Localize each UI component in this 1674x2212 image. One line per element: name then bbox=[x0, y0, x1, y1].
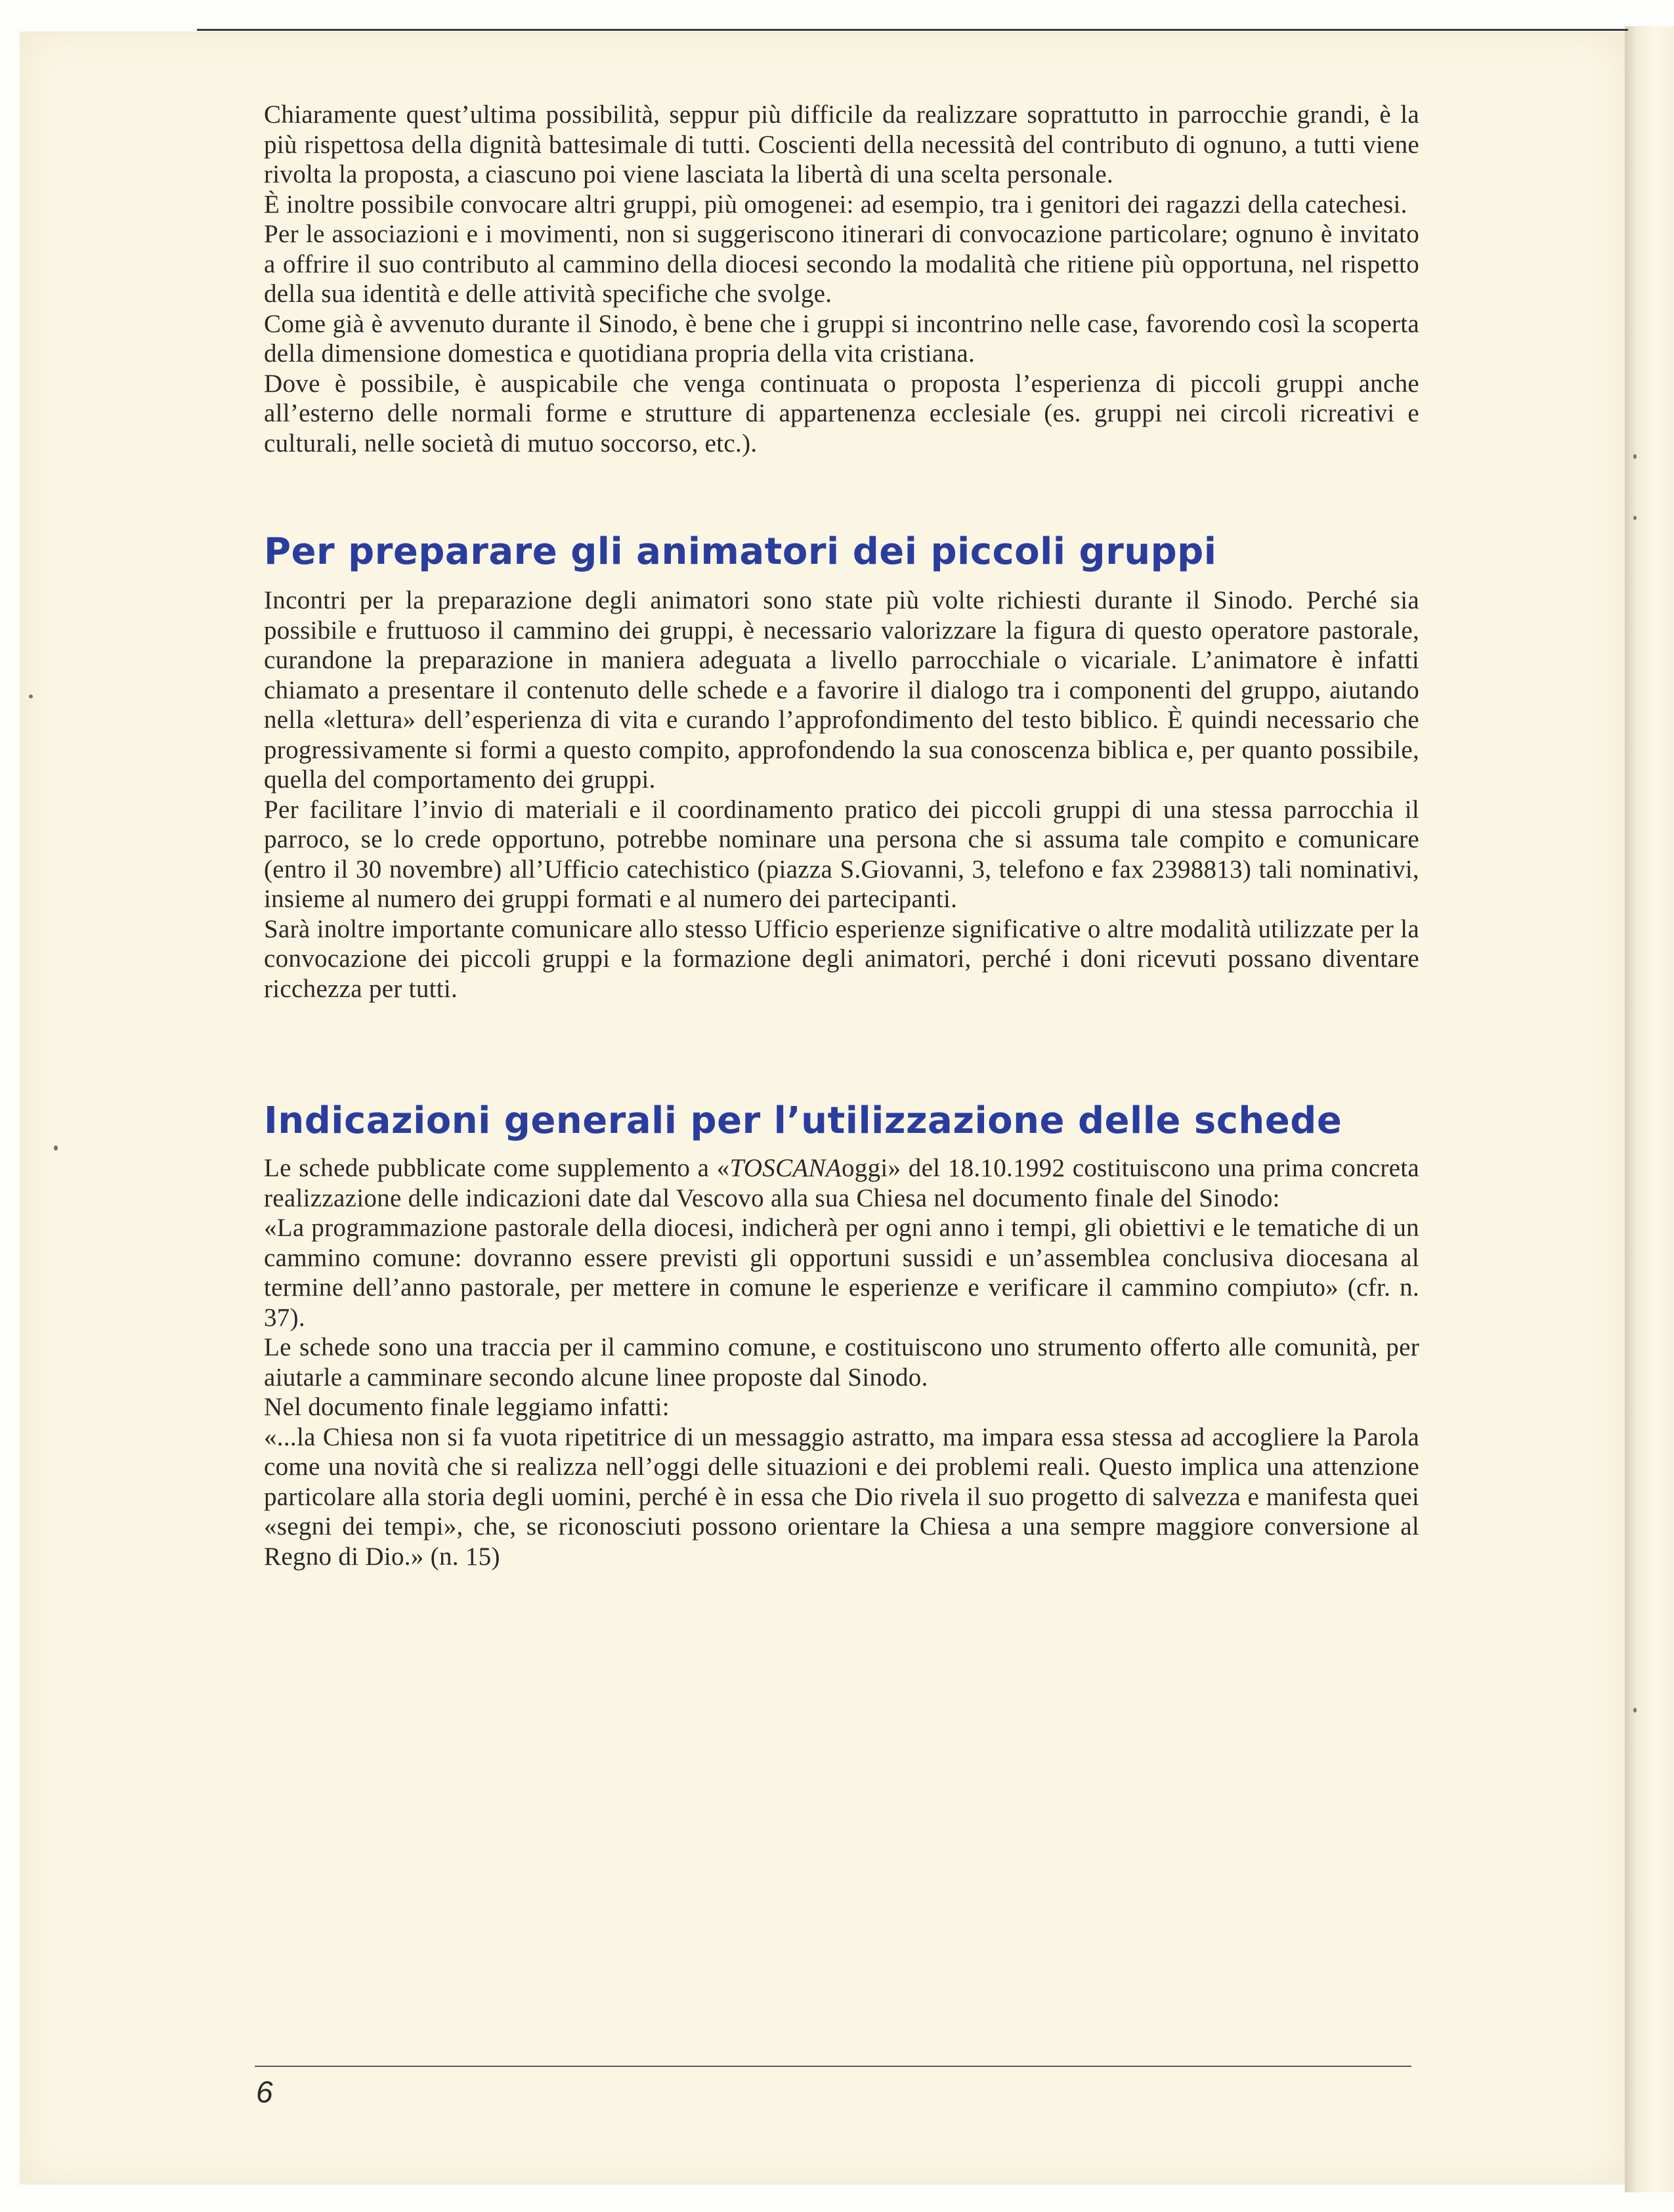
adjacent-page-edge bbox=[1625, 26, 1674, 2192]
schede-paragraph-1-end: oggi» del 18.10.1992 costituiscono una prima concreta realizzazione delle indicazioni date dal Vescovo alla sua Chiesa nel documento finale del Sinodo: bbox=[264, 1154, 1419, 1212]
bottom-rule bbox=[255, 2066, 1411, 2067]
page-content bbox=[264, 100, 1419, 1571]
schede-paragraph-1-start: Le schede pubblicate come supplemento a « bbox=[264, 1154, 730, 1182]
paper-speck bbox=[1633, 1708, 1637, 1712]
toscana-oggi-title: TOSCANA bbox=[729, 1154, 842, 1182]
schede-paragraph-5: «...la Chiesa non si fa vuota ripetitrice di un messaggio astratto, ma impara essa stessa ad accogliere la Parola come una novità che si realizza nell’oggi delle situazioni e dei problemi reali. Questo implica una attenzione particolare alla storia degli uomini, perché è in essa che Dio rivela il suo progetto di salvezza e manifesta quei «segni dei tempi», che, se riconosciuti possono orientare la Chiesa a una sempre maggiore conversione al Regno di Dio.» (n. 15) bbox=[264, 1422, 1419, 1571]
page-number: 6 bbox=[256, 2075, 273, 2109]
animatori-paragraph-2: Per facilitare l’invio di materiali e il coordinamento pratico dei piccoli gruppi di una stessa parrocchia il parroco, se lo crede opportuno, potrebbe nominare una persona che si assuma tale compito e comunicare (entro il 30 novembre) all’Ufficio catechistico (piazza S.Giovanni, 3, telefono e fax 2398813) tali nominativi, insieme al numero dei gruppi formati e al numero dei partecipanti. bbox=[264, 795, 1419, 913]
section-heading-schede: Indicazioni generali per l’utilizzazione delle schede bbox=[264, 1099, 1342, 1142]
intro-paragraph-5: Dove è possibile, è auspicabile che venga continuata o proposta l’esperienza di piccoli gruppi anche all’esterno delle normali forme e strutture di appartenenza ecclesiale (es. gruppi nei circoli ricreativi e culturali, nelle società di mutuo soccorso, etc.). bbox=[264, 369, 1419, 457]
intro-paragraph-2: È inoltre possibile convocare altri gruppi, più omogenei: ad esempio, tra i genitori dei ragazzi della catechesi. bbox=[264, 190, 1407, 219]
schede-paragraph-3: Le schede sono una traccia per il cammino comune, e costituiscono uno strumento offerto alle comunità, per aiutarle a camminare secondo alcune linee proposte dal Sinodo. bbox=[264, 1333, 1419, 1392]
animatori-paragraph-3: Sarà inoltre importante comunicare allo stesso Ufficio esperienze significative o altre modalità utilizzate per la convocazione dei piccoli gruppi e la formazione degli animatori, perché i doni ricevuti possano diventare ricchezza per tutti. bbox=[264, 914, 1419, 1003]
paper-speck bbox=[29, 694, 33, 698]
intro-paragraph-1: Chiaramente quest’ultima possibilità, seppur più difficile da realizzare soprattutto in parrocchie grandi, è la più rispettosa della dignità battesimale di tutti. Coscienti della necessità del contributo di ognuno, a tutti viene rivolta la proposta, a ciascuno poi viene lasciata la libertà di una scelta personale. bbox=[264, 100, 1419, 188]
paper-speck bbox=[54, 1145, 58, 1151]
schede-paragraph-2: «La programmazione pastorale della diocesi, indicherà per ogni anno i tempi, gli obiettivi e le tematiche di un cammino comune: dovranno essere previsti gli opportuni sussidi e un’assemblea conclusiva diocesana al termine dell’anno pastorale, per mettere in comune le esperienze e verificare il cammino compiuto» (cfr. n. 37). bbox=[264, 1214, 1419, 1332]
intro-paragraph-4: Come già è avvenuto durante il Sinodo, è bene che i gruppi si incontrino nelle case, favorendo così la scoperta della dimensione domestica e quotidiana propria della vita cristiana. bbox=[264, 309, 1419, 368]
section-heading-animatori: Per preparare gli animatori dei piccoli gruppi bbox=[264, 530, 1217, 573]
animatori-paragraph-1: Incontri per la preparazione degli animatori sono state più volte richiesti durante il Sinodo. Perché sia possibile e fruttuoso il cammino dei gruppi, è necessario valorizzare la figura di questo operatore pastorale, curandone la preparazione in maniera adeguata a livello parrocchiale o vicariale. L’animatore è infatti chiamato a presentare il contenuto delle schede e a favorire il dialogo tra i componenti del gruppo, aiutando nella «lettura» dell’esperienza di vita e curando l’approfondimento del testo biblico. È quindi necessario che progressivamente si formi a questo compito, approfondendo la sua conoscenza biblica e, per quanto possibile, quella del comportamento dei gruppi. bbox=[264, 586, 1419, 794]
paper-speck bbox=[1633, 516, 1637, 520]
top-rule bbox=[197, 29, 1628, 31]
intro-paragraph-3: Per le associazioni e i movimenti, non si suggeriscono itinerari di convocazione particolare; ognuno è invitato a offrire il suo contributo al cammino della diocesi secondo la modalità che ritiene più opportuna, nel rispetto della sua identità e delle attività specifiche che svolge. bbox=[264, 220, 1419, 308]
schede-paragraph-4: Nel documento finale leggiamo infatti: bbox=[264, 1393, 670, 1421]
schede-paragraph-1 bbox=[264, 1153, 1419, 1213]
paper-speck bbox=[1633, 454, 1637, 459]
